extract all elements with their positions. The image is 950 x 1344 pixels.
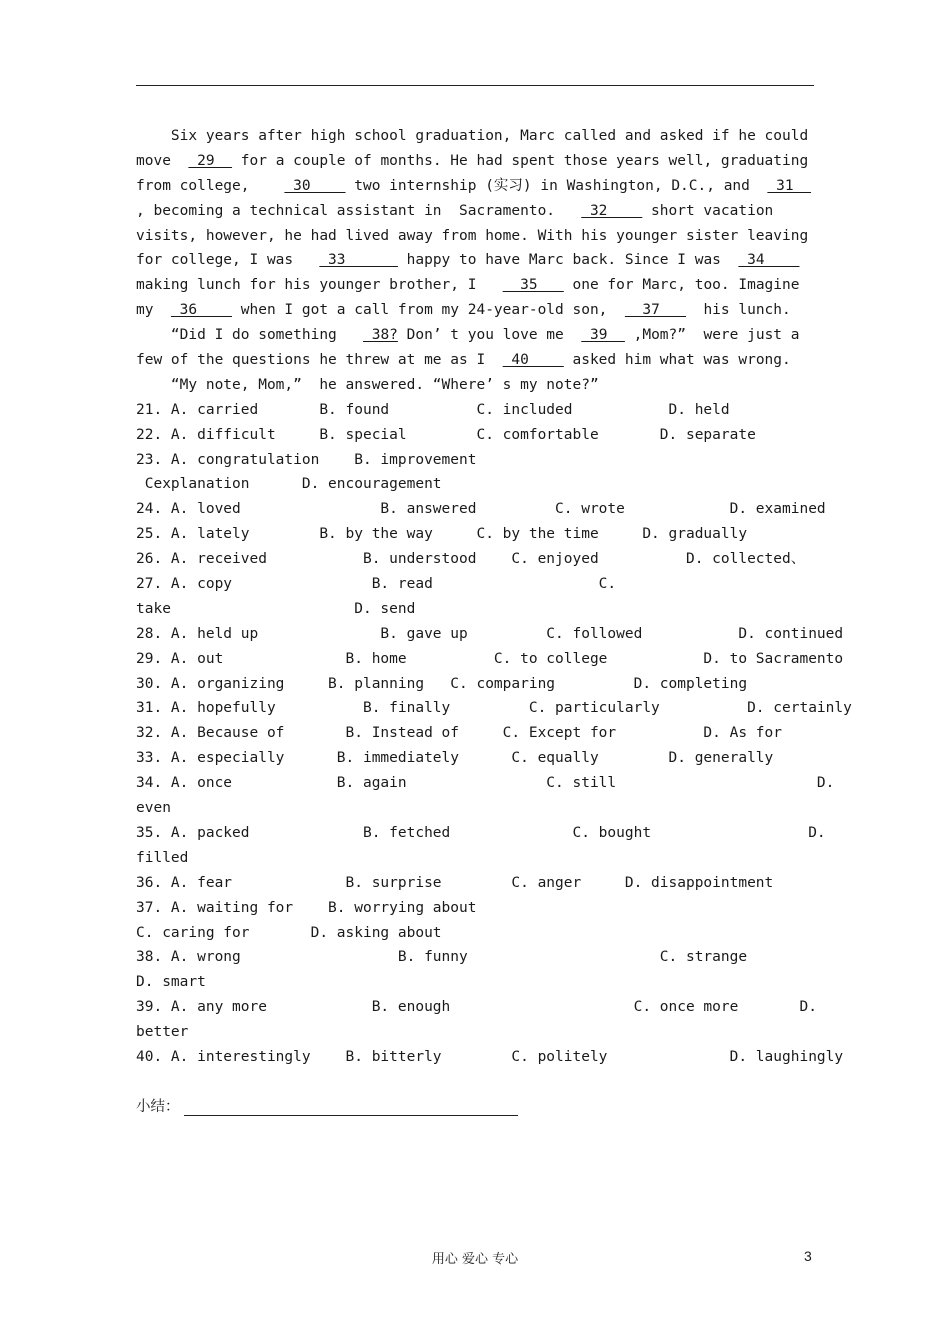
question-line: filled — [136, 849, 189, 866]
answer-blank: 39 — [581, 327, 625, 344]
answer-blank: 33 — [319, 252, 398, 269]
passage-text: “Did I do something — [136, 327, 363, 344]
passage-text: Don’ t you love me — [397, 327, 582, 344]
question-line: 27. A. copy B. read C. — [136, 576, 617, 593]
answer-blank: 32 — [581, 202, 643, 219]
passage-line — [136, 199, 816, 224]
passage-text: two internship (实习) in Washington, D.C., and — [345, 177, 768, 194]
question-line: 33. A. especially B. immediately C. equally D. generally — [136, 750, 774, 767]
answer-blank: 34 — [738, 252, 800, 269]
passage-text: his lunch. — [685, 302, 791, 319]
question-line: 36. A. fear B. surprise C. anger D. disappointment — [136, 874, 774, 891]
passage-line — [136, 323, 816, 348]
answer-blank: 31 — [767, 177, 812, 194]
question-line: 31. A. hopefully B. finally C. particularly D. certainly — [136, 700, 852, 717]
passage-text: short vacation — [642, 202, 774, 219]
passage-line — [136, 273, 816, 298]
passage-text: for college, I was — [136, 252, 320, 269]
question-line: even — [136, 800, 171, 817]
header-rule — [136, 85, 814, 86]
question-line: Cexplanation D. encouragement — [136, 476, 442, 493]
passage-text: when I got a call from my 24-year-old son, — [232, 302, 625, 319]
passage-text: happy to have Marc back. Since I was — [397, 252, 739, 269]
answer-blank: 29 — [188, 152, 233, 169]
question-line: 39. A. any more B. enough C. once more D. — [136, 999, 817, 1016]
answer-blank: 36 — [170, 302, 233, 319]
passage-text: from college, — [136, 177, 285, 194]
question-line: 25. A. lately B. by the way C. by the time D. gradually — [136, 526, 748, 543]
passage-text: visits, however, he had lived away from home. With his younger sister leaving — [136, 227, 809, 244]
passage-text: few of the questions he threw at me as I — [136, 352, 503, 369]
question-line: 34. A. once B. again C. still D. — [136, 775, 835, 792]
passage-line — [136, 124, 816, 149]
passage-text: , becoming a technical assistant in Sacramento. — [136, 202, 582, 219]
passage — [136, 124, 816, 398]
question-line: 38. A. wrong B. funny C. strange — [136, 949, 748, 966]
passage-line — [136, 224, 816, 249]
passage-line — [136, 348, 816, 373]
passage-text: ,Mom?” were just a — [624, 327, 800, 344]
question-line: 23. A. congratulation B. improvement — [136, 451, 477, 468]
passage-text: Six years after high school graduation, Marc called and asked if he could — [136, 128, 809, 144]
question-line: 26. A. received B. understood C. enjoyed D. collected、 — [136, 551, 806, 568]
question-line: 29. A. out B. home C. to college D. to Sacramento — [136, 650, 844, 667]
question-line: 40. A. interestingly B. bitterly C. politely D. laughingly — [136, 1048, 844, 1065]
passage-text: one for Marc, too. Imagine — [563, 277, 800, 294]
footer-text: 用心 爱心 专心 — [431, 1252, 519, 1267]
answer-blank: 40 — [502, 352, 564, 369]
questions-list — [136, 398, 852, 1070]
question-line: 32. A. Because of B. Instead of C. Except for D. As for — [136, 725, 783, 742]
question-line: better — [136, 1024, 189, 1041]
answer-blank: 37 — [624, 302, 686, 319]
answer-blank: 35 — [502, 277, 564, 294]
passage-text: asked him what was wrong. — [563, 352, 791, 369]
passage-text: move — [136, 152, 189, 169]
passage-line — [136, 298, 816, 323]
summary — [136, 1095, 518, 1116]
passage-line — [136, 248, 816, 273]
question-line: take D. send — [136, 600, 416, 617]
question-line: 35. A. packed B. fetched C. bought D. — [136, 824, 826, 841]
question-line: 24. A. loved B. answered C. wrote D. examined — [136, 501, 826, 518]
summary-blank-line — [184, 1099, 518, 1116]
passage-text: “My note, Mom,” he answered. “Where’ s my note?” — [136, 376, 599, 393]
worksheet-content — [136, 124, 852, 1070]
passage-line — [136, 174, 816, 199]
question-line: D. smart — [136, 974, 206, 991]
question-line: 30. A. organizing B. planning C. comparing D. completing — [136, 675, 748, 692]
answer-blank: 38? — [362, 327, 398, 344]
passage-text: making lunch for his younger brother, I — [136, 277, 503, 294]
question-line: 21. A. carried B. found C. included D. held — [136, 401, 730, 418]
passage-text: my — [136, 302, 171, 319]
question-line: 22. A. difficult B. special C. comfortable D. separate — [136, 426, 756, 443]
answer-blank: 30 — [284, 177, 346, 194]
passage-line — [136, 373, 816, 398]
question-line: 28. A. held up B. gave up C. followed D. continued — [136, 625, 844, 642]
question-line: 37. A. waiting for B. worrying about — [136, 899, 477, 916]
page-number: 3 — [804, 1248, 812, 1264]
question-line: C. caring for D. asking about — [136, 924, 442, 941]
summary-label: 小结： — [136, 1099, 180, 1115]
passage-line — [136, 149, 816, 174]
passage-text: for a couple of months. He had spent those years well, graduating — [232, 152, 809, 169]
